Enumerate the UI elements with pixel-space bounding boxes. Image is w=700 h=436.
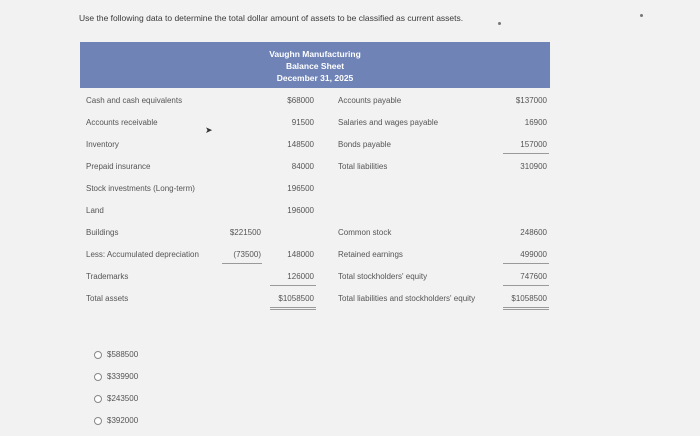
asset-label-trademarks: Trademarks <box>86 272 129 281</box>
equity-label-retained-earnings: Retained earnings <box>338 250 403 259</box>
radio-button-icon[interactable] <box>94 373 102 381</box>
asset-label-land: Land <box>86 206 104 215</box>
total-rule <box>270 285 316 286</box>
asset-label-accumulated-depreciation: Less: Accumulated depreciation <box>86 250 199 259</box>
liability-label-accounts-payable: Accounts payable <box>338 96 402 105</box>
total-rule <box>503 153 549 154</box>
answer-option[interactable] <box>94 350 138 359</box>
statement-title: Balance Sheet <box>285 61 345 71</box>
liability-label-salaries: Salaries and wages payable <box>338 118 439 127</box>
balance-sheet-header <box>80 42 550 88</box>
liability-amount-bonds: 157000 <box>520 140 547 149</box>
equity-amount-total: 747600 <box>520 272 547 281</box>
asset-amount-prepaid: 84000 <box>291 162 314 171</box>
total-rule <box>503 285 549 286</box>
equity-amount-retained-earnings: 499000 <box>520 250 547 259</box>
liability-label-total: Total liabilities <box>338 162 388 171</box>
asset-amount-stock-investments: 196500 <box>287 184 314 193</box>
decorative-dot <box>640 14 643 17</box>
liability-amount-accounts-payable: $137000 <box>515 96 547 105</box>
radio-button-icon[interactable] <box>94 417 102 425</box>
equity-label-common-stock: Common stock <box>338 228 392 237</box>
asset-label-inventory: Inventory <box>86 140 119 149</box>
liability-label-bonds: Bonds payable <box>338 140 391 149</box>
total-liabilities-equity-amount: $1058500 <box>511 294 547 303</box>
answer-option-label: $339900 <box>107 372 139 381</box>
subtotal-rule <box>222 263 262 264</box>
asset-amount-inventory: 148500 <box>287 140 314 149</box>
double-rule <box>503 307 549 310</box>
answer-option-label: $243500 <box>107 394 139 403</box>
company-name: Vaughn Manufacturing <box>269 49 361 59</box>
asset-sub-accumulated-depreciation: (73500) <box>233 250 261 259</box>
asset-label-total: Total assets <box>86 294 129 303</box>
double-rule <box>270 307 316 310</box>
asset-amount-net-buildings: 148000 <box>287 250 314 259</box>
answer-option-label: $588500 <box>107 350 139 359</box>
asset-label-stock-investments: Stock investments (Long-term) <box>86 184 195 193</box>
total-liabilities-equity-label: Total liabilities and stockholders' equity <box>338 294 476 303</box>
radio-button-icon[interactable] <box>94 351 102 359</box>
answer-option-label: $392000 <box>107 416 139 425</box>
asset-amount-land: 196000 <box>287 206 314 215</box>
equity-label-total: Total stockholders' equity <box>338 272 428 281</box>
asset-label-buildings: Buildings <box>86 228 119 237</box>
decorative-dot <box>498 22 501 25</box>
asset-amount-cash: $68000 <box>287 96 314 105</box>
question-text: Use the following data to determine the total dollar amount of assets to be classified as current assets. <box>79 13 464 23</box>
asset-amount-total: $1058500 <box>278 294 314 303</box>
answer-option[interactable] <box>94 394 138 403</box>
asset-label-cash: Cash and cash equivalents <box>86 96 183 105</box>
asset-sub-buildings: $221500 <box>229 228 261 237</box>
liability-amount-salaries: 16900 <box>524 118 547 127</box>
asset-amount-trademarks: 126000 <box>287 272 314 281</box>
total-rule <box>503 263 549 264</box>
statement-date: December 31, 2025 <box>276 73 354 83</box>
asset-amount-receivable: 91500 <box>291 118 314 127</box>
mouse-cursor-icon: ➤ <box>205 125 213 135</box>
answer-option[interactable] <box>94 372 138 381</box>
liability-amount-total: 310900 <box>520 162 547 171</box>
asset-label-prepaid: Prepaid insurance <box>86 162 151 171</box>
answer-option[interactable] <box>94 416 138 425</box>
radio-button-icon[interactable] <box>94 395 102 403</box>
equity-amount-common-stock: 248600 <box>520 228 547 237</box>
asset-label-receivable: Accounts receivable <box>86 118 158 127</box>
